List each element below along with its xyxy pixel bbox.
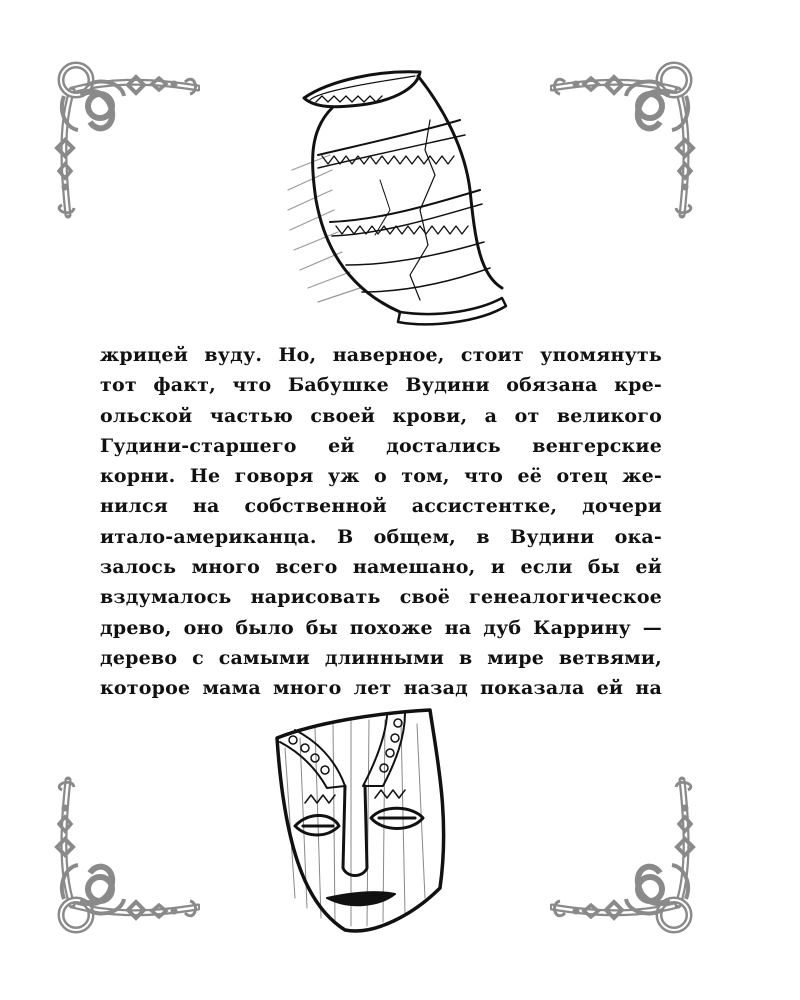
text-line: итало-американца. В общем, в Вудини ока- <box>100 525 662 548</box>
text-line: вздумалось нарисовать своё генеалогическое <box>100 586 662 609</box>
text-line: древо, оно было бы похоже на дуб Каррину — <box>100 616 662 639</box>
text-line: ольской частью своей крови, а от великого <box>100 404 662 427</box>
vase-illustration <box>270 60 530 330</box>
corner-ornament-bottom-left <box>50 775 200 945</box>
corner-ornament-top-left <box>50 50 200 220</box>
text-line: Гудини-старшего ей достались венгерские <box>100 434 662 457</box>
text-line: нился на собственной ассистентке, дочери <box>100 495 662 518</box>
text-line: дерево с самыми длинными в мире ветвями, <box>100 646 662 669</box>
text-line: которое мама много лет назад показала ей на <box>100 677 662 700</box>
body-text <box>100 340 662 704</box>
corner-ornament-top-right <box>550 50 700 220</box>
mask-illustration <box>255 698 455 938</box>
text-line: жрицей вуду. Но, наверное, стоит упомянуть <box>100 344 662 366</box>
corner-ornament-bottom-right <box>550 775 700 945</box>
text-line: тот факт, что Бабушке Вудини обязана кре- <box>100 374 662 397</box>
text-line: корни. Не говоря уж о том, что её отец же- <box>100 465 662 488</box>
text-line: залось много всего намешано, и если бы ей <box>100 556 662 579</box>
